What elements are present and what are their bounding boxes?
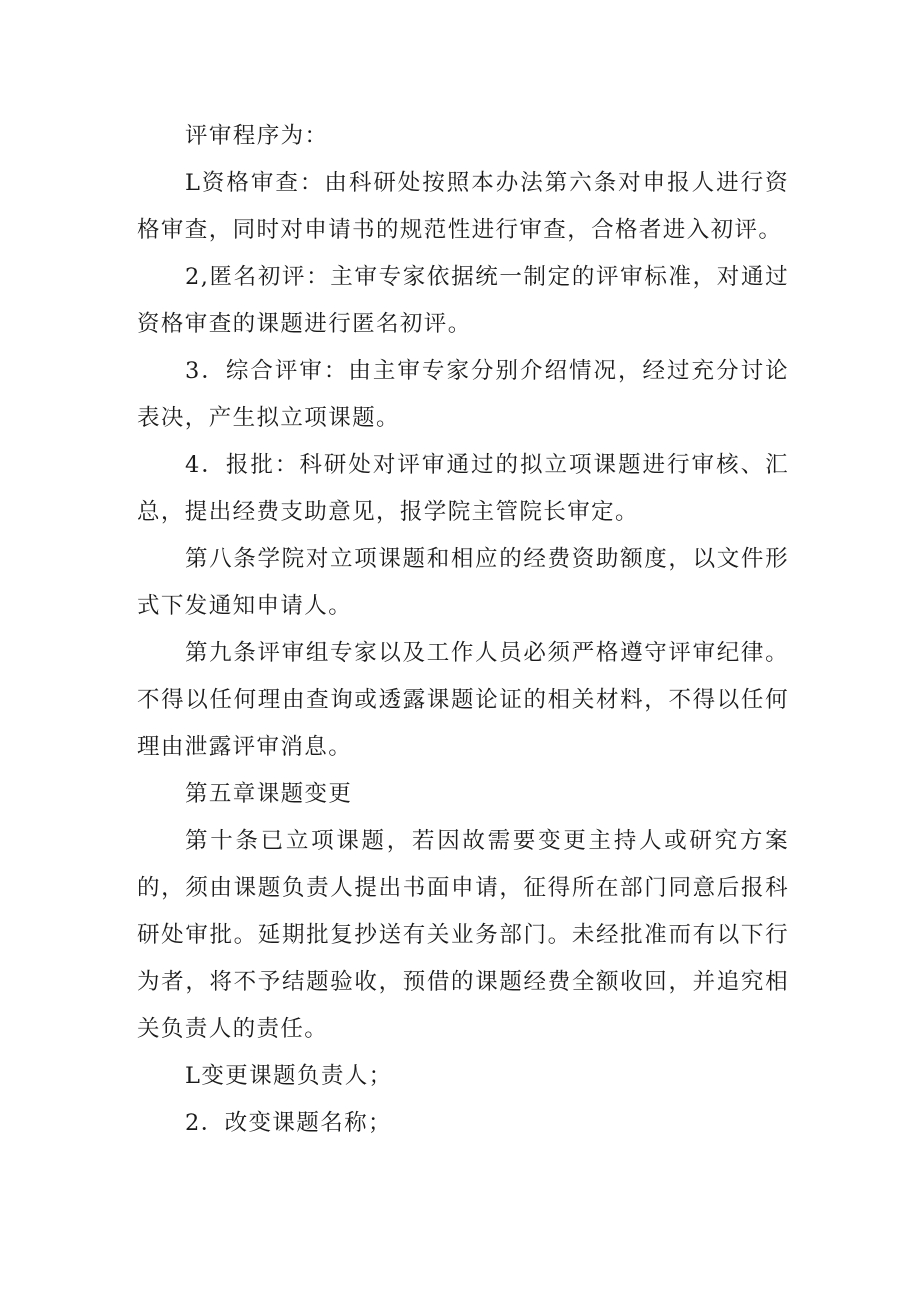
paragraph-article-10: 第十条已立项课题，若因故需要变更主持人或研究方案的，须由课题负责人提出书面申请，征得所在部门同意后报科研处审批。延期批复抄送有关业务部门。未经批准而有以下行为者，将不予结题验收，预借的课题经费全额收回，并追究相关负责人的责任。: [137, 828, 789, 1042]
paragraph-approval: 4．报批：科研处对评审通过的拟立项课题进行审核、汇总，提出经费支助意见，报学院主管院长审定。: [137, 452, 789, 525]
paragraph-article-8: 第八条学院对立项课题和相应的经费资助额度，以文件形式下发通知申请人。: [137, 546, 789, 619]
list-item-change-title: 2．改变课题名称；: [185, 1110, 392, 1136]
document-body: [137, 113, 789, 1147]
chapter-heading: 第五章课题变更: [185, 781, 353, 807]
paragraph-qualification-review: L资格审查：由科研处按照本办法第六条对申报人进行资格审查，同时对申请书的规范性进行审查，合格者进入初评。: [137, 170, 789, 243]
list-item-change-leader: L变更课题负责人；: [185, 1063, 393, 1089]
paragraph-review-procedure: 评审程序为：: [185, 123, 329, 149]
paragraph-comprehensive-review: 3．综合评审：由主审专家分别介绍情况，经过充分讨论表决，产生拟立项课题。: [137, 358, 789, 431]
paragraph-article-9: 第九条评审组专家以及工作人员必须严格遵守评审纪律。不得以任何理由查询或透露课题论证的相关材料，不得以任何理由泄露评审消息。: [137, 640, 789, 760]
paragraph-anonymous-review: 2,匿名初评：主审专家依据统一制定的评审标准，对通过资格审查的课题进行匿名初评。: [137, 264, 789, 337]
